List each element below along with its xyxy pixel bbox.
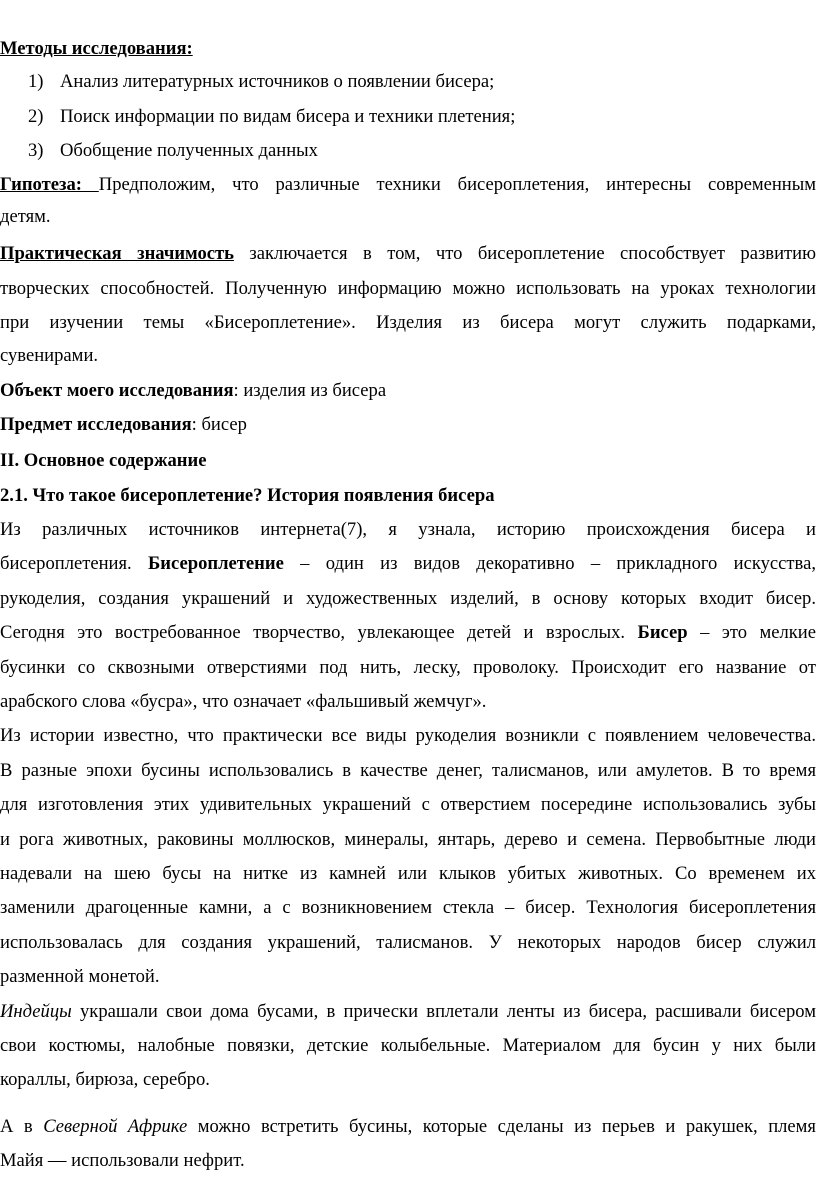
- para-text: – это мелкие: [687, 622, 816, 643]
- significance-text: при изучении темы «Бисероплетение». Изделия из бисера могут служить подарками,: [0, 312, 816, 333]
- hypothesis-text: Предположим, что различные техники бисероплетения, интересны современным: [98, 174, 816, 195]
- para-text: свои костюмы, налобные повязки, детские колыбельные. Материалом для бусин у них были: [0, 1035, 816, 1056]
- para2-line-6: [0, 896, 816, 920]
- object-text: : изделия из бисера: [233, 380, 387, 401]
- para-text: украшали свои дома бусами, в прически вплетали ленты из бисера, расшивали бисером: [71, 1001, 816, 1022]
- para3-line-3: [0, 1068, 816, 1092]
- para-text: Сегодня это востребованное творчество, увлекающее детей и взрослых.: [0, 622, 638, 643]
- hypothesis-line-2: [0, 205, 816, 229]
- list-number: 2): [28, 106, 44, 127]
- subject-text: : бисер: [191, 414, 247, 435]
- significance-line-1: [0, 242, 816, 266]
- para2-line-1: [0, 724, 816, 748]
- para-text: арабского слова «бусра», что означает «фальшивый жемчуг».: [0, 691, 487, 712]
- para-text: А в: [0, 1116, 44, 1137]
- significance-line-2: [0, 277, 816, 301]
- list-item-text: Обобщение полученных данных: [60, 140, 318, 161]
- para3-line-2: [0, 1034, 816, 1058]
- significance-text: творческих способностей. Полученную информацию можно использовать на уроках технологии: [0, 278, 816, 299]
- para-text: надевали на шею бусы на нитке из камней или клыков убитых животных. Со временем их: [0, 863, 816, 884]
- subsection-heading: 2.1. Что такое бисероплетение? История появления бисера: [0, 485, 495, 506]
- list-number: 1): [28, 71, 44, 92]
- para-text: Майя — использовали нефрит.: [0, 1150, 245, 1171]
- para-text: для изготовления этих удивительных украшений с отверстием посередине использовались зубы: [0, 794, 816, 815]
- significance-text: сувенирами.: [0, 345, 99, 366]
- term-north-africa: Северной Африке: [43, 1116, 188, 1137]
- methods-heading: [0, 37, 816, 61]
- para1-line-6: [0, 690, 816, 714]
- para1-line-2: [0, 552, 816, 576]
- para-text: рукоделия, создания украшений и художественных изделий, в основу которых входит бисер.: [0, 588, 816, 609]
- para-text: и рога животных, раковины моллюсков, минералы, янтарь, дерево и семена. Первобытные люди: [0, 829, 816, 850]
- para2-line-5: [0, 862, 816, 886]
- para-text: разменной монетой.: [0, 966, 160, 987]
- para2-line-3: [0, 793, 816, 817]
- para-text: – один из видов декоративно – прикладного искусства,: [283, 553, 816, 574]
- para4-line-1: [0, 1115, 816, 1139]
- methods-heading-text: Методы исследования:: [0, 38, 193, 59]
- term-indians: Индейцы: [0, 1001, 72, 1022]
- para1-line-5: [0, 656, 816, 680]
- significance-label: Практическая значимость: [0, 243, 234, 264]
- para2-line-2: [0, 759, 816, 783]
- para-text: Из различных источников интернета(7), я узнала, историю происхождения бисера и: [0, 519, 816, 540]
- para-text: использовалась для создания украшений, талисманов. У некоторых народов бисер служил: [0, 932, 816, 953]
- hypothesis-text-end: детям.: [0, 206, 51, 227]
- list-item-text: Поиск информации по видам бисера и техники плетения;: [60, 106, 516, 127]
- para-text: бусинки со сквозными отверстиями под нить, леску, проволоку. Происходит его название от: [0, 657, 816, 678]
- object-label: Объект моего исследования: [0, 380, 234, 401]
- list-item-text: Анализ литературных источников о появлении бисера;: [60, 71, 495, 92]
- para1-line-1: [0, 518, 816, 542]
- para1-line-3: [0, 587, 816, 611]
- term-beadwork: Бисероплетение: [148, 553, 284, 574]
- para2-line-8: [0, 965, 816, 989]
- significance-text: заключается в том, что бисероплетение способствует развитию: [233, 243, 816, 264]
- object-line: [0, 379, 816, 403]
- para2-line-7: [0, 931, 816, 955]
- significance-line-3: [0, 311, 816, 335]
- hypothesis-line-1: [0, 173, 816, 197]
- para2-line-4: [0, 828, 816, 852]
- term-bead: Бисер: [637, 622, 688, 643]
- hypothesis-label: Гипотеза:: [0, 174, 99, 195]
- subject-label: Предмет исследования: [0, 414, 192, 435]
- para-text: бисероплетения.: [0, 553, 148, 574]
- para-text: можно встретить бусины, которые сделаны из перьев и ракушек, племя: [187, 1116, 816, 1137]
- para-text: заменили драгоценные камни, а с возникновением стекла – бисер. Технология бисероплетения: [0, 897, 816, 918]
- para-text: кораллы, бирюза, серебро.: [0, 1069, 210, 1090]
- para-text: В разные эпохи бусины использовались в качестве денег, талисманов, или амулетов. В то время: [0, 760, 816, 781]
- subject-line: [0, 413, 816, 437]
- significance-line-4: [0, 344, 816, 368]
- para3-line-1: [0, 1000, 816, 1024]
- para1-line-4: [0, 621, 816, 645]
- list-number: 3): [28, 140, 44, 161]
- para-text: Из истории известно, что практически все виды рукоделия возникли с появлением человечества.: [0, 725, 816, 746]
- para4-line-2: [0, 1149, 816, 1173]
- section-heading: II. Основное содержание: [0, 450, 207, 471]
